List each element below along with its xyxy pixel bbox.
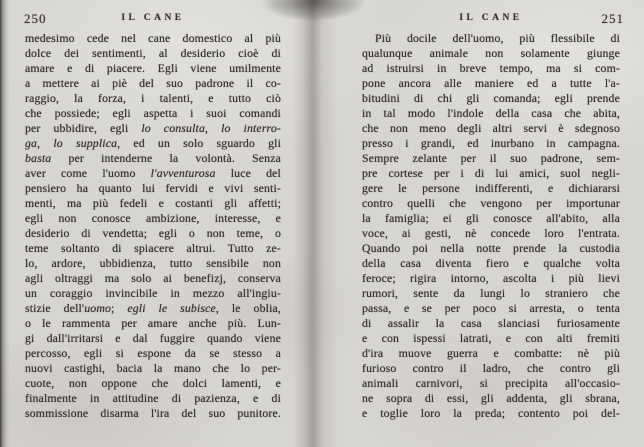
text-line: aver come l'uomo l'avventurosa luce del <box>25 166 281 180</box>
text-line: di assalir la casa slanciasi furiosamente <box>362 316 620 330</box>
text-line: qualunque animale non solamente giunge <box>362 46 620 60</box>
text-line: presso i grandi, ed inurbano in campagna. <box>362 136 620 150</box>
page-text-left <box>25 31 281 421</box>
text-line: percosso, egli si espone da se stesso a <box>25 346 281 360</box>
text-line: a mettere ai piè del suo padrone il co- <box>25 76 281 90</box>
running-title-left: IL CANE <box>121 13 185 23</box>
text-line: in tal modo l'indole della casa che abita, <box>362 106 620 120</box>
running-title-right: IL CANE <box>459 13 523 23</box>
page-number-left: 250 <box>24 11 47 26</box>
page-right <box>312 0 644 447</box>
text-line: raggio, la forza, i talenti, e tutto ciò <box>25 91 281 105</box>
text-line: stizie dell'uomo; egli le subisce, le oblia, <box>25 301 281 315</box>
text-line: gi dall'irritarsi e dal fuggire quando viene <box>25 331 281 345</box>
page-left <box>0 0 312 447</box>
text-line: e toglie loro la preda; contento poi del- <box>362 406 620 420</box>
text-line: Più docile dell'uomo, più flessibile di <box>375 31 620 45</box>
text-line: bitudini di chi gli comanda; egli prende <box>362 91 620 105</box>
text-line: e con ispessi latrati, e con alti fremiti <box>362 331 620 345</box>
text-line: agli oltraggi ma solo ai benefizj, conserva <box>25 271 281 285</box>
text-line: voce, ai gesti, nè concede loro l'entrata. <box>362 226 620 240</box>
text-line: lo, ardore, ubbidienza, tutto sensibile non <box>25 256 281 270</box>
text-line: amare e di piacere. Egli viene umilmente <box>25 61 281 75</box>
text-line: per ubbidire, egli lo consulta, lo interro- <box>25 121 281 135</box>
text-line: sommissione disarma l'ira del suo punitore. <box>25 406 281 420</box>
text-line: cuote, non oppone che dolci lamenti, e <box>25 376 281 390</box>
text-line: che possiede; egli aspetta i suoi comandi <box>25 106 281 120</box>
text-line: la famiglia; ei gli conosce all'abito, alla <box>362 211 620 225</box>
text-line: che non meno degli altri servi è sdegnoso <box>362 121 620 135</box>
text-line: d'ira muove guerra e combatte: nè più <box>362 346 620 360</box>
text-line: teme soltanto di spiacere altrui. Tutto ze- <box>25 241 281 255</box>
text-line: contro quelli che vengono per importunar <box>362 196 620 210</box>
text-line: passa, e se per poco si arresta, o tenta <box>362 301 620 315</box>
text-line: pre cortese per i di lui amici, suol negli- <box>362 166 620 180</box>
text-line: Quando poi nella notte prende la custodia <box>362 241 620 255</box>
text-line: pensiero ha quanto lui fervidi e vivi senti- <box>25 181 281 195</box>
text-line: nuovi castighi, bacia la mano che lo per- <box>25 361 281 375</box>
text-line: desiderio di vendetta; egli o non teme, o <box>25 226 281 240</box>
text-line: ad istruirsi in breve tempo, ma si com- <box>362 61 620 75</box>
text-line: Sempre zelante per il suo padrone, sem- <box>362 151 620 165</box>
text-line: gere le persone indifferenti, e dichiararsi <box>362 181 620 195</box>
text-line: feroce; rigira intorno, ascolta i più lievi <box>362 271 620 285</box>
page-number-right: 251 <box>601 11 624 26</box>
text-line: della casa diventa fiero e qualche volta <box>362 256 620 270</box>
text-line: ga, lo supplica, ed un solo sguardo gli <box>25 136 281 150</box>
text-line: rumori, sente da lungi lo straniero che <box>362 286 620 300</box>
text-line: basta per intenderne la volontà. Senza <box>25 151 281 165</box>
text-line: medesimo cede nel cane domestico al più <box>25 31 281 45</box>
text-line: un coraggio invincibile in mezzo all'ingiu- <box>25 286 281 300</box>
text-line: furioso contro il ladro, che contro gli <box>362 361 620 375</box>
text-line: o le rammenta per amare anche più. Lun- <box>25 316 281 330</box>
page-text-right <box>362 31 620 421</box>
text-line: pone ancora alle maniere ed a tutte l'a- <box>362 76 620 90</box>
text-line: dolce dei sentimenti, al desiderio cioè di <box>25 46 281 60</box>
text-line: animali carnivori, si precipita all'occasio- <box>362 376 620 390</box>
text-line: egli non conosce ambizione, interesse, e <box>25 211 281 225</box>
text-line: finalmente in attitudine di pazienza, e di <box>25 391 281 405</box>
text-line: ne sopra di essi, gli addenta, gli sbrana, <box>362 391 620 405</box>
text-line: menti, ma più fedeli e costanti gli affetti; <box>25 196 281 210</box>
